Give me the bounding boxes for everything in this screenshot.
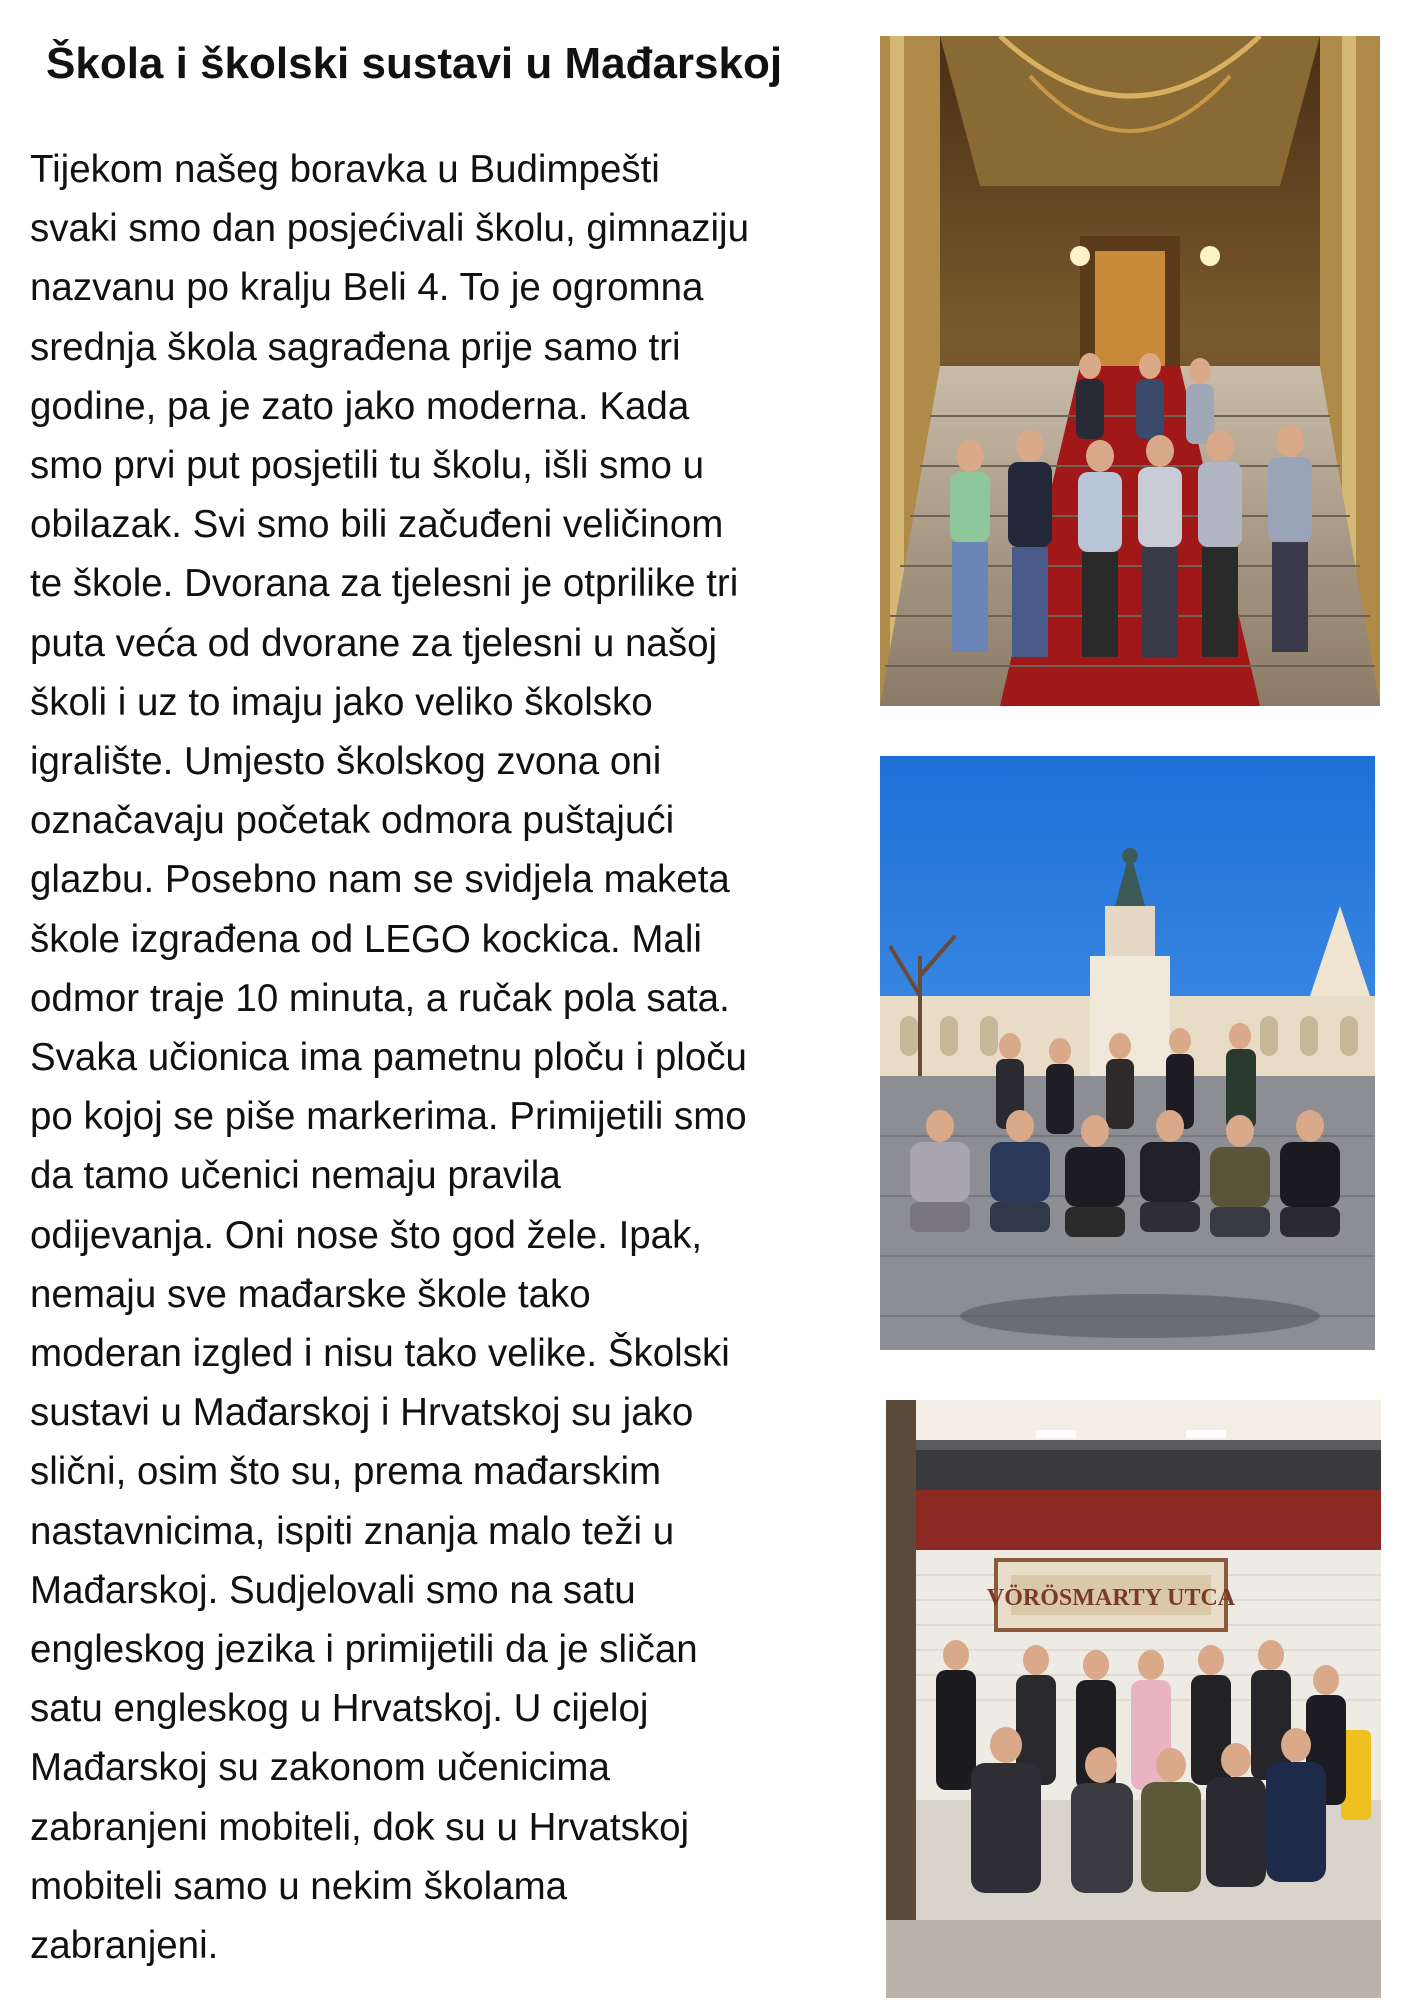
paragraph-line: označavaju početak odmora puštajući: [30, 799, 675, 843]
paragraph-line: po kojoj se piše markerima. Primijetili smo: [30, 1095, 747, 1139]
paragraph-line: mobiteli samo u nekim školama: [30, 1864, 568, 1908]
paragraph-line: satu engleskog u Hrvatskoj. U cijeloj: [30, 1687, 649, 1731]
paragraph-line: škole izgrađena od LEGO kockica. Mali: [30, 917, 702, 961]
paragraph-line: nemaju sve mađarske škole tako: [30, 1272, 591, 1316]
photo-metro-group: [886, 1400, 1381, 1998]
paragraph-line: srednja škola sagrađena prije samo tri: [30, 325, 681, 369]
paragraph-line: slični, osim što su, prema mađarskim: [30, 1450, 662, 1494]
paragraph-line: Mađarskoj su zakonom učenicima: [30, 1746, 610, 1790]
paragraph-line: nazvanu po kralju Beli 4. To je ogromna: [30, 266, 704, 310]
paragraph-line: glazbu. Posebno nam se svidjela maketa: [30, 858, 730, 902]
paragraph-line: zabranjeni mobiteli, dok su u Hrvatskoj: [30, 1805, 690, 1849]
paragraph-line: obilazak. Svi smo bili začuđeni veličinom: [30, 503, 724, 547]
paragraph-line: smo prvi put posjetili tu školu, išli smo u: [30, 444, 704, 488]
paragraph-line: odmor traje 10 minuta, a ručak pola sata.: [30, 976, 730, 1020]
paragraph-line: engleskog jezika i primijetili da je sličan: [30, 1628, 698, 1672]
paragraph-line: svaki smo dan posjećivali školu, gimnaziju: [30, 207, 749, 251]
paragraph-line: igralište. Umjesto školskog zvona oni: [30, 740, 662, 784]
photo-square-group: [880, 756, 1375, 1350]
page-title: Škola i školski sustavi u Mađarskoj: [46, 39, 783, 88]
paragraph-line: te škole. Dvorana za tjelesni je otprilike tri: [30, 562, 739, 606]
paragraph-line: Mađarskoj. Sudjelovali smo na satu: [30, 1568, 636, 1612]
paragraph-line: zabranjeni.: [30, 1924, 219, 1968]
photo-staircase-group: [880, 36, 1380, 706]
paragraph-line: Svaka učionica ima pametnu ploču i ploču: [30, 1036, 747, 1080]
paragraph-line: moderan izgled i nisu tako velike. Školski: [30, 1332, 730, 1376]
paragraph-line: godine, pa je zato jako moderna. Kada: [30, 384, 690, 428]
paragraph-line: nastavnicima, ispiti znanja malo teži u: [30, 1509, 675, 1553]
paragraph-line: sustavi u Mađarskoj i Hrvatskoj su jako: [30, 1391, 694, 1435]
article-body: [30, 140, 860, 1975]
paragraph-line: odijevanja. Oni nose što god žele. Ipak,: [30, 1213, 703, 1257]
paragraph-line: Tijekom našeg boravka u Budimpešti: [30, 148, 660, 191]
paragraph-line: školi i uz to imaju jako veliko školsko: [30, 680, 653, 724]
paragraph-line: puta veća od dvorane za tjelesni u našoj: [30, 621, 718, 665]
paragraph-line: da tamo učenici nemaju pravila: [30, 1154, 561, 1198]
metro-sign-text: VÖRÖSMARTY UTCA: [986, 1585, 1236, 1611]
